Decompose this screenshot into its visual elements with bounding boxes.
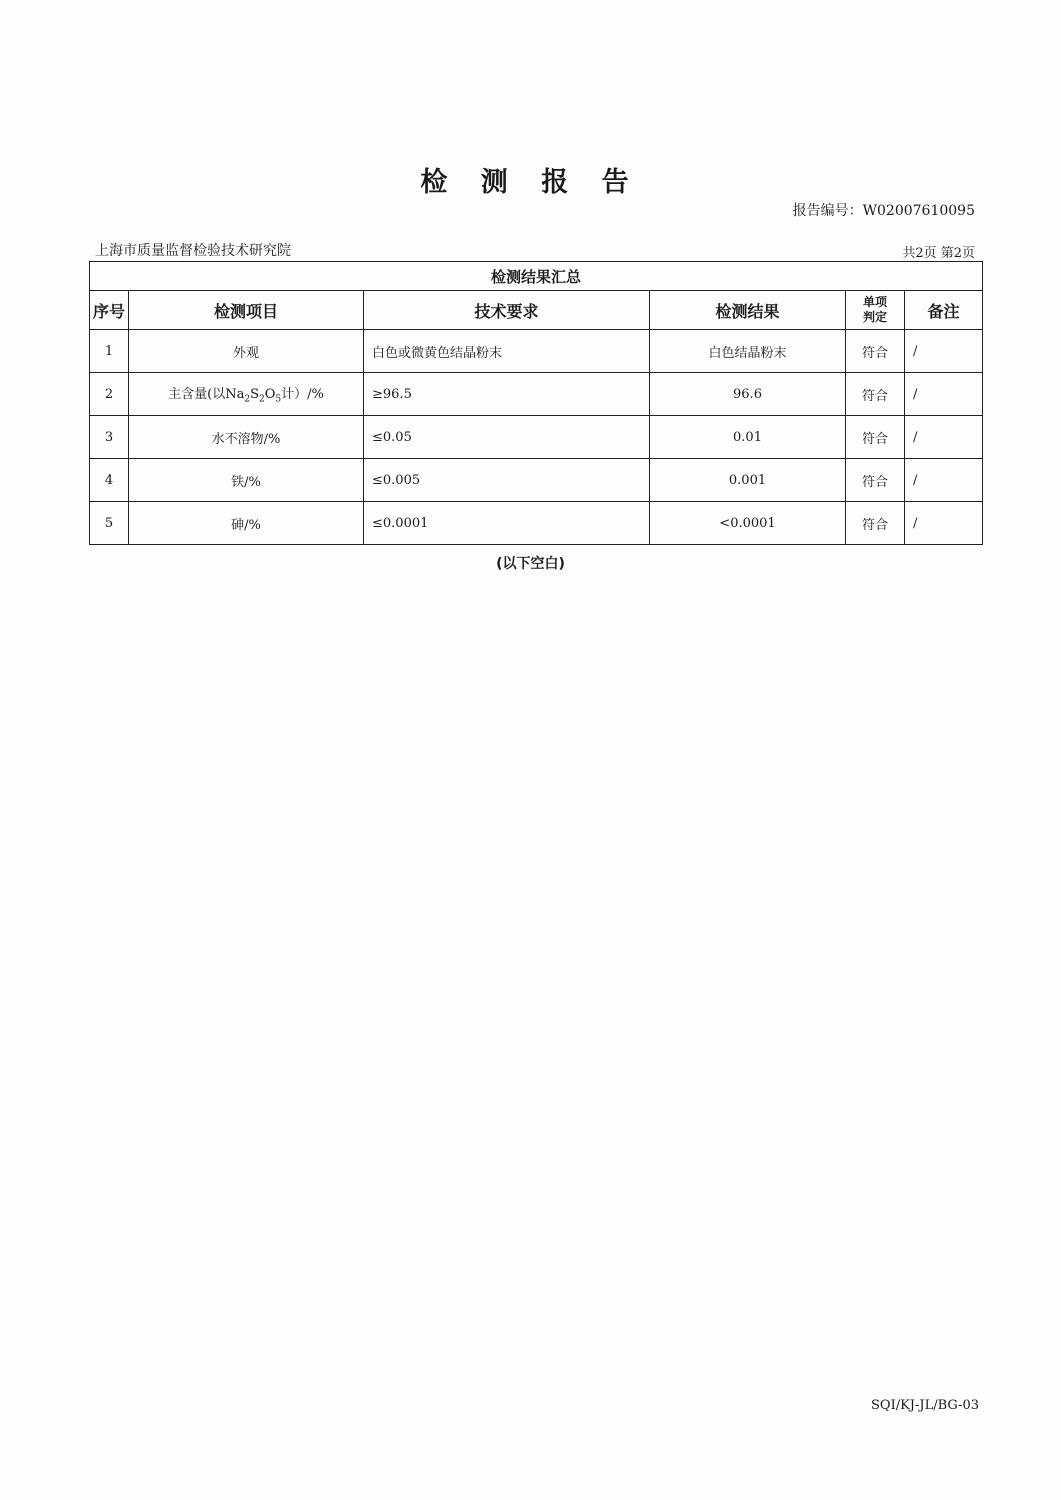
item-text: 主含量(以Na <box>168 387 245 403</box>
row-result: 96.6 <box>650 373 846 416</box>
item-text: 计）/% <box>281 387 324 403</box>
header-seq: 序号 <box>90 291 129 330</box>
header-item: 检测项目 <box>129 291 364 330</box>
header-result: 检测结果 <box>650 291 846 330</box>
header-remarks: 备注 <box>905 291 983 330</box>
item-text: S <box>250 387 259 403</box>
row-judgement: 符合 <box>846 373 905 416</box>
row-judgement: 符合 <box>846 330 905 373</box>
header-judgement-text: 单项判定 <box>862 295 887 324</box>
summary-title: 检测结果汇总 <box>90 262 983 291</box>
row-seq: 2 <box>90 373 129 416</box>
report-number: 报告编号：W02007610095 <box>792 203 975 219</box>
row-requirement: ≤0.0001 <box>364 502 650 545</box>
row-remarks: / <box>905 459 983 502</box>
table-row <box>90 330 983 373</box>
row-result: <0.0001 <box>650 502 846 545</box>
subscript: 2 <box>258 394 265 405</box>
form-code: SQI/KJ-JL/BG-03 <box>871 1398 979 1413</box>
blank-below-note: (以下空白) <box>496 556 565 572</box>
row-judgement: 符合 <box>846 416 905 459</box>
row-item: 水不溶物/% <box>129 416 364 459</box>
row-requirement: ≤0.005 <box>364 459 650 502</box>
row-requirement: ≤0.05 <box>364 416 650 459</box>
row-judgement: 符合 <box>846 502 905 545</box>
row-item: 外观 <box>129 330 364 373</box>
report-title: 检 测 报 告 <box>420 167 641 198</box>
table-row <box>90 373 983 416</box>
row-result: 0.01 <box>650 416 846 459</box>
row-remarks: / <box>905 416 983 459</box>
header-row <box>90 291 983 330</box>
row-item <box>129 373 364 416</box>
row-requirement: 白色或微黄色结晶粉末 <box>364 330 650 373</box>
results-table <box>89 261 983 545</box>
row-remarks: / <box>905 373 983 416</box>
row-item: 铁/% <box>129 459 364 502</box>
page-count: 共2页 第2页 <box>902 246 975 261</box>
row-seq: 1 <box>90 330 129 373</box>
subscript: 2 <box>244 394 251 405</box>
row-seq: 4 <box>90 459 129 502</box>
table-row <box>90 416 983 459</box>
subscript: 5 <box>275 394 282 405</box>
row-result: 0.001 <box>650 459 846 502</box>
row-item: 砷/% <box>129 502 364 545</box>
row-remarks: / <box>905 330 983 373</box>
summary-row <box>90 262 983 291</box>
item-text: O <box>264 387 276 403</box>
row-remarks: / <box>905 502 983 545</box>
header-judgement <box>846 291 905 330</box>
institute-name: 上海市质量监督检验技术研究院 <box>95 243 291 259</box>
row-seq: 5 <box>90 502 129 545</box>
table-row <box>90 459 983 502</box>
table-row <box>90 502 983 545</box>
row-requirement: ≥96.5 <box>364 373 650 416</box>
row-result: 白色结晶粉末 <box>650 330 846 373</box>
row-seq: 3 <box>90 416 129 459</box>
row-judgement: 符合 <box>846 459 905 502</box>
header-requirement: 技术要求 <box>364 291 650 330</box>
